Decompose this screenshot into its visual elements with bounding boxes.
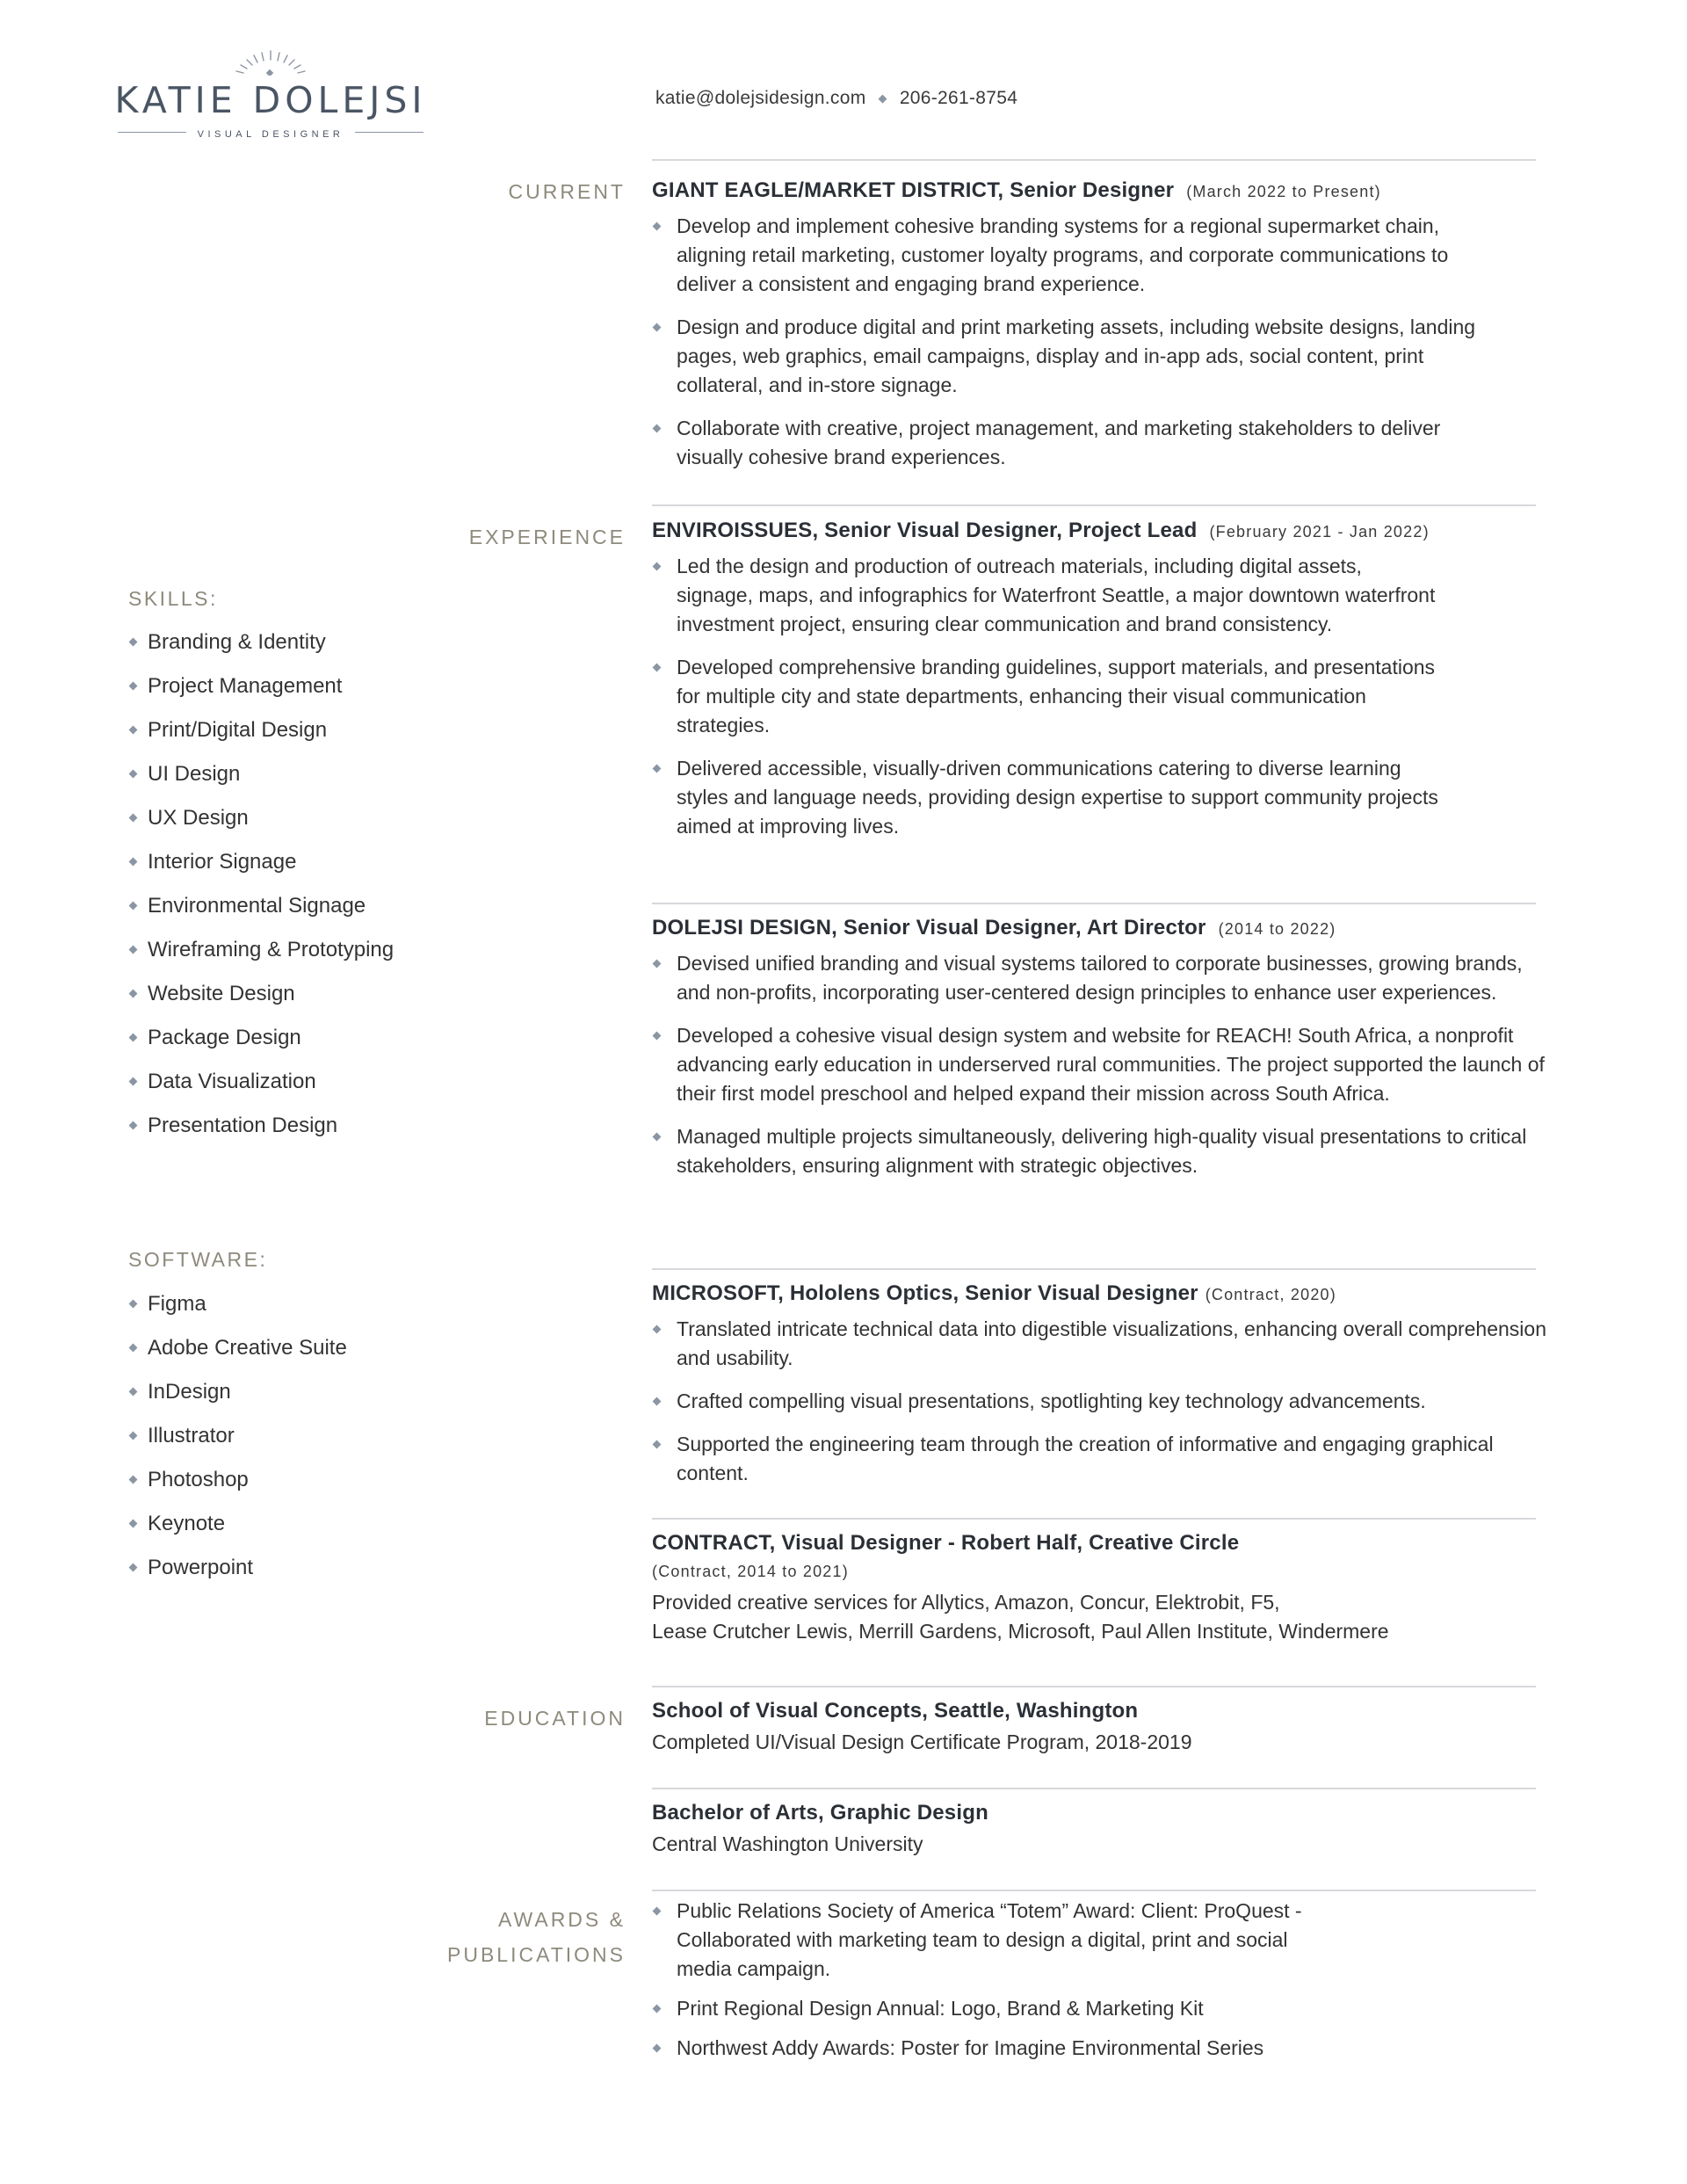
diamond-icon (129, 1564, 138, 1572)
diamond-icon (129, 1344, 138, 1353)
list-item (652, 1122, 1548, 1180)
list-item (652, 414, 1482, 472)
bullet-text: Developed comprehensive branding guidelines, support materials, and presentations for multiple city and state departments, enhancing their visual communication strategies. (677, 656, 1436, 736)
list-item (128, 627, 394, 671)
section-label-current: CURRENT (508, 180, 626, 203)
diamond-icon (129, 1121, 138, 1130)
diamond-icon (653, 1133, 662, 1142)
job-description-line: Provided creative services for Allytics, Amazon, Concur, Elektrobit, F5, (652, 1591, 1280, 1614)
diamond-icon (653, 1907, 662, 1916)
diamond-icon (653, 765, 662, 773)
list-item (652, 1897, 1346, 1984)
section-label-education: EDUCATION (484, 1707, 626, 1730)
job-title-text: DOLEJSI DESIGN, Senior Visual Designer, Art Director (652, 916, 1206, 940)
list-item (652, 212, 1482, 299)
list-item (652, 552, 1443, 639)
job-title (652, 516, 1548, 547)
job-title (652, 176, 1548, 207)
list-item (652, 313, 1482, 400)
diamond-icon (129, 1300, 138, 1309)
job-title (652, 1279, 1548, 1310)
experience-entry (652, 913, 1548, 1194)
list-item (128, 1332, 347, 1376)
diamond-icon (129, 814, 138, 823)
bullet-list (652, 1897, 1346, 2063)
list-item (128, 1288, 347, 1332)
list-item (652, 2034, 1346, 2063)
diamond-icon (129, 1520, 138, 1528)
divider (355, 132, 424, 133)
skill-item: Presentation Design (148, 1114, 338, 1137)
experience-entry (652, 1279, 1548, 1502)
skills-label: SKILLS: (128, 587, 218, 610)
list-item (128, 758, 394, 802)
job-description-line: Lease Crutcher Lewis, Merrill Gardens, Microsoft, Paul Allen Institute, Windermere (652, 1620, 1389, 1643)
bullet-text: Delivered accessible, visually-driven communications catering to diverse learning styles and language needs, providing design expertise to support community projects aimed at improving lives. (677, 757, 1438, 838)
bullet-text: Led the design and production of outreach materials, including digital assets, signage, maps, and infographics for Waterfront Seattle, a major downtown waterfront investment project, ensuring clear communication and brand consistency. (677, 555, 1436, 635)
diamond-icon (129, 1388, 138, 1397)
diamond-icon (653, 2005, 662, 2013)
diamond-icon (653, 1325, 662, 1334)
bullet-text: Developed a cohesive visual design system and website for REACH! South Africa, a nonprofit advancing early education in underserved rural communities. The project supported the launch of their first model preschool and helped expand their mission across South Africa. (677, 1024, 1545, 1105)
list-item (652, 949, 1548, 1007)
list-item (652, 1021, 1548, 1108)
email-link[interactable]: katie@dolejsidesign.com (655, 88, 866, 108)
diamond-icon (129, 1034, 138, 1042)
list-item (652, 1430, 1548, 1488)
awards-label-line1: AWARDS & (498, 1908, 626, 1931)
skill-item: Wireframing & Prototyping (148, 938, 395, 961)
list-item (128, 1110, 394, 1154)
diamond-icon (129, 682, 138, 691)
awards-entry (652, 1897, 1548, 2077)
diamond-icon (129, 726, 138, 735)
list-item (652, 1387, 1548, 1416)
software-item: Powerpoint (148, 1556, 254, 1579)
software-item: Figma (148, 1292, 206, 1316)
list-item (652, 653, 1443, 740)
diamond-icon (129, 638, 138, 647)
job-date: (Contract, 2014 to 2021) (652, 1563, 849, 1580)
diamond-icon (653, 960, 662, 969)
job-title-text: ENVIROISSUES, Senior Visual Designer, Project Lead (652, 519, 1198, 542)
skill-item: Branding & Identity (148, 630, 326, 654)
job-date: (2014 to 2022) (1218, 920, 1336, 938)
list-item (128, 715, 394, 758)
diamond-icon: ◆ (878, 91, 887, 105)
divider (652, 903, 1536, 904)
bullet-text: Develop and implement cohesive branding systems for a regional supermarket chain, aligning retail marketing, customer loyalty programs, and corporate communications to deliver a consistent and engaging brand experience. (677, 214, 1449, 295)
divider (652, 159, 1536, 161)
skill-item: UI Design (148, 762, 241, 786)
awards-label-line2: PUBLICATIONS (447, 1943, 626, 1966)
diamond-icon (129, 1432, 138, 1440)
divider (652, 1518, 1536, 1520)
diamond-icon (653, 222, 662, 231)
education-detail: Completed UI/Visual Design Certificate Program, 2018-2019 (652, 1731, 1192, 1753)
diamond-icon (129, 902, 138, 911)
list-item (128, 1066, 394, 1110)
list-item (128, 802, 394, 846)
job-date: (March 2022 to Present) (1186, 183, 1381, 200)
divider (652, 1686, 1536, 1687)
current-job-entry (652, 176, 1548, 486)
divider (652, 504, 1536, 506)
bullet-text: Print Regional Design Annual: Logo, Brand & Marketing Kit (677, 1997, 1204, 2020)
diamond-icon (653, 424, 662, 433)
education-entry (652, 1798, 1548, 1859)
diamond-icon (129, 990, 138, 998)
list-item (128, 846, 394, 890)
phone-number[interactable]: 206-261-8754 (899, 88, 1018, 108)
bullet-text: Managed multiple projects simultaneously, delivering high-quality visual presentations to critical stakeholders, ensuring alignment with strategic objectives. (677, 1125, 1527, 1177)
bullet-list (652, 552, 1443, 841)
skill-item: Data Visualization (148, 1070, 316, 1093)
list-item (128, 1022, 394, 1066)
bullet-text: Design and produce digital and print marketing assets, including website designs, landing pages, web graphics, email campaigns, display and in-app ads, social content, print collateral, and in-store signage. (677, 316, 1476, 396)
diamond-icon (653, 323, 662, 332)
software-label: SOFTWARE: (128, 1248, 268, 1271)
divider (652, 1890, 1536, 1891)
logo (112, 49, 429, 138)
list-item (128, 934, 394, 978)
list-item (128, 978, 394, 1022)
list-item (128, 1508, 347, 1552)
diamond-icon (653, 2044, 662, 2053)
skill-item: UX Design (148, 806, 249, 830)
sunburst-icon (222, 49, 319, 76)
divider (118, 132, 186, 133)
list-item (652, 1315, 1548, 1373)
experience-entry (652, 516, 1548, 855)
bullet-list (652, 1315, 1548, 1488)
software-item: Adobe Creative Suite (148, 1336, 347, 1360)
software-item: Keynote (148, 1512, 226, 1535)
list-item (128, 1552, 347, 1596)
list-item (128, 1464, 347, 1508)
diamond-icon (653, 562, 662, 571)
education-title: School of Visual Concepts, Seattle, Washington (652, 1699, 1139, 1723)
list-item (128, 1376, 347, 1420)
diamond-icon (129, 770, 138, 779)
diamond-icon (653, 1032, 662, 1041)
name-heading: KATIE DOLEJSI (114, 79, 427, 121)
education-title: Bachelor of Arts, Graphic Design (652, 1801, 988, 1825)
bullet-text: Translated intricate technical data into digestible visualizations, enhancing overall comprehension and usability. (677, 1317, 1546, 1369)
skills-list (128, 627, 394, 1154)
list-item (128, 890, 394, 934)
diamond-icon (653, 664, 662, 672)
bullet-list (652, 212, 1482, 472)
skill-item: Interior Signage (148, 850, 297, 874)
section-label-experience: EXPERIENCE (468, 526, 626, 548)
bullet-text: Supported the engineering team through the creation of informative and engaging graphical content. (677, 1433, 1494, 1484)
divider (652, 1268, 1536, 1270)
skill-item: Package Design (148, 1026, 301, 1049)
skill-item: Environmental Signage (148, 894, 366, 918)
education-entry (652, 1696, 1548, 1757)
diamond-icon (653, 1440, 662, 1449)
diamond-icon (129, 1476, 138, 1484)
list-item (128, 671, 394, 715)
job-date: (February 2021 - Jan 2022) (1209, 523, 1430, 541)
diamond-icon (129, 1077, 138, 1086)
contact-line (655, 88, 1017, 109)
list-item (652, 1994, 1346, 2023)
skill-item: Project Management (148, 674, 343, 698)
job-description (652, 1588, 1548, 1646)
bullet-text: Devised unified branding and visual systems tailored to corporate businesses, growing brands, and non-profits, incorporating user-centered design principles to enhance user experiences. (677, 952, 1523, 1004)
bullet-text: Collaborate with creative, project management, and marketing stakeholders to deliver visually cohesive brand experiences. (677, 417, 1441, 468)
education-detail: Central Washington University (652, 1832, 923, 1855)
job-title-text: GIANT EAGLE/MARKET DISTRICT, Senior Designer (652, 178, 1175, 202)
software-list (128, 1288, 347, 1596)
bullet-text: Crafted compelling visual presentations, spotlighting key technology advancements. (677, 1389, 1426, 1412)
job-title-text: MICROSOFT, Hololens Optics, Senior Visual Designer (652, 1281, 1198, 1305)
bullet-list (652, 949, 1548, 1180)
logo-subtitle-rule (112, 126, 429, 138)
job-date: (Contract, 2020) (1205, 1286, 1336, 1303)
diamond-icon (129, 946, 138, 954)
list-item (128, 1420, 347, 1464)
skill-item: Website Design (148, 982, 295, 1005)
section-label-awards (362, 1902, 626, 1972)
software-item: Photoshop (148, 1468, 249, 1491)
job-title (652, 913, 1548, 944)
bullet-text: Public Relations Society of America “Totem” Award: Client: ProQuest - Collaborated with marketing team to design a digital, print and social media campaign. (677, 1899, 1302, 1980)
divider (652, 1788, 1536, 1789)
job-title-subtitle: VISUAL DESIGNER (197, 129, 344, 140)
diamond-icon (129, 858, 138, 867)
experience-entry (652, 1528, 1548, 1646)
list-item (652, 754, 1443, 841)
software-item: InDesign (148, 1380, 231, 1404)
diamond-icon (653, 1397, 662, 1406)
software-item: Illustrator (148, 1424, 235, 1448)
skill-item: Print/Digital Design (148, 718, 328, 742)
bullet-text: Northwest Addy Awards: Poster for Imagine Environmental Series (677, 2036, 1264, 2059)
job-title: CONTRACT, Visual Designer - Robert Half, Creative Circle (652, 1531, 1240, 1555)
